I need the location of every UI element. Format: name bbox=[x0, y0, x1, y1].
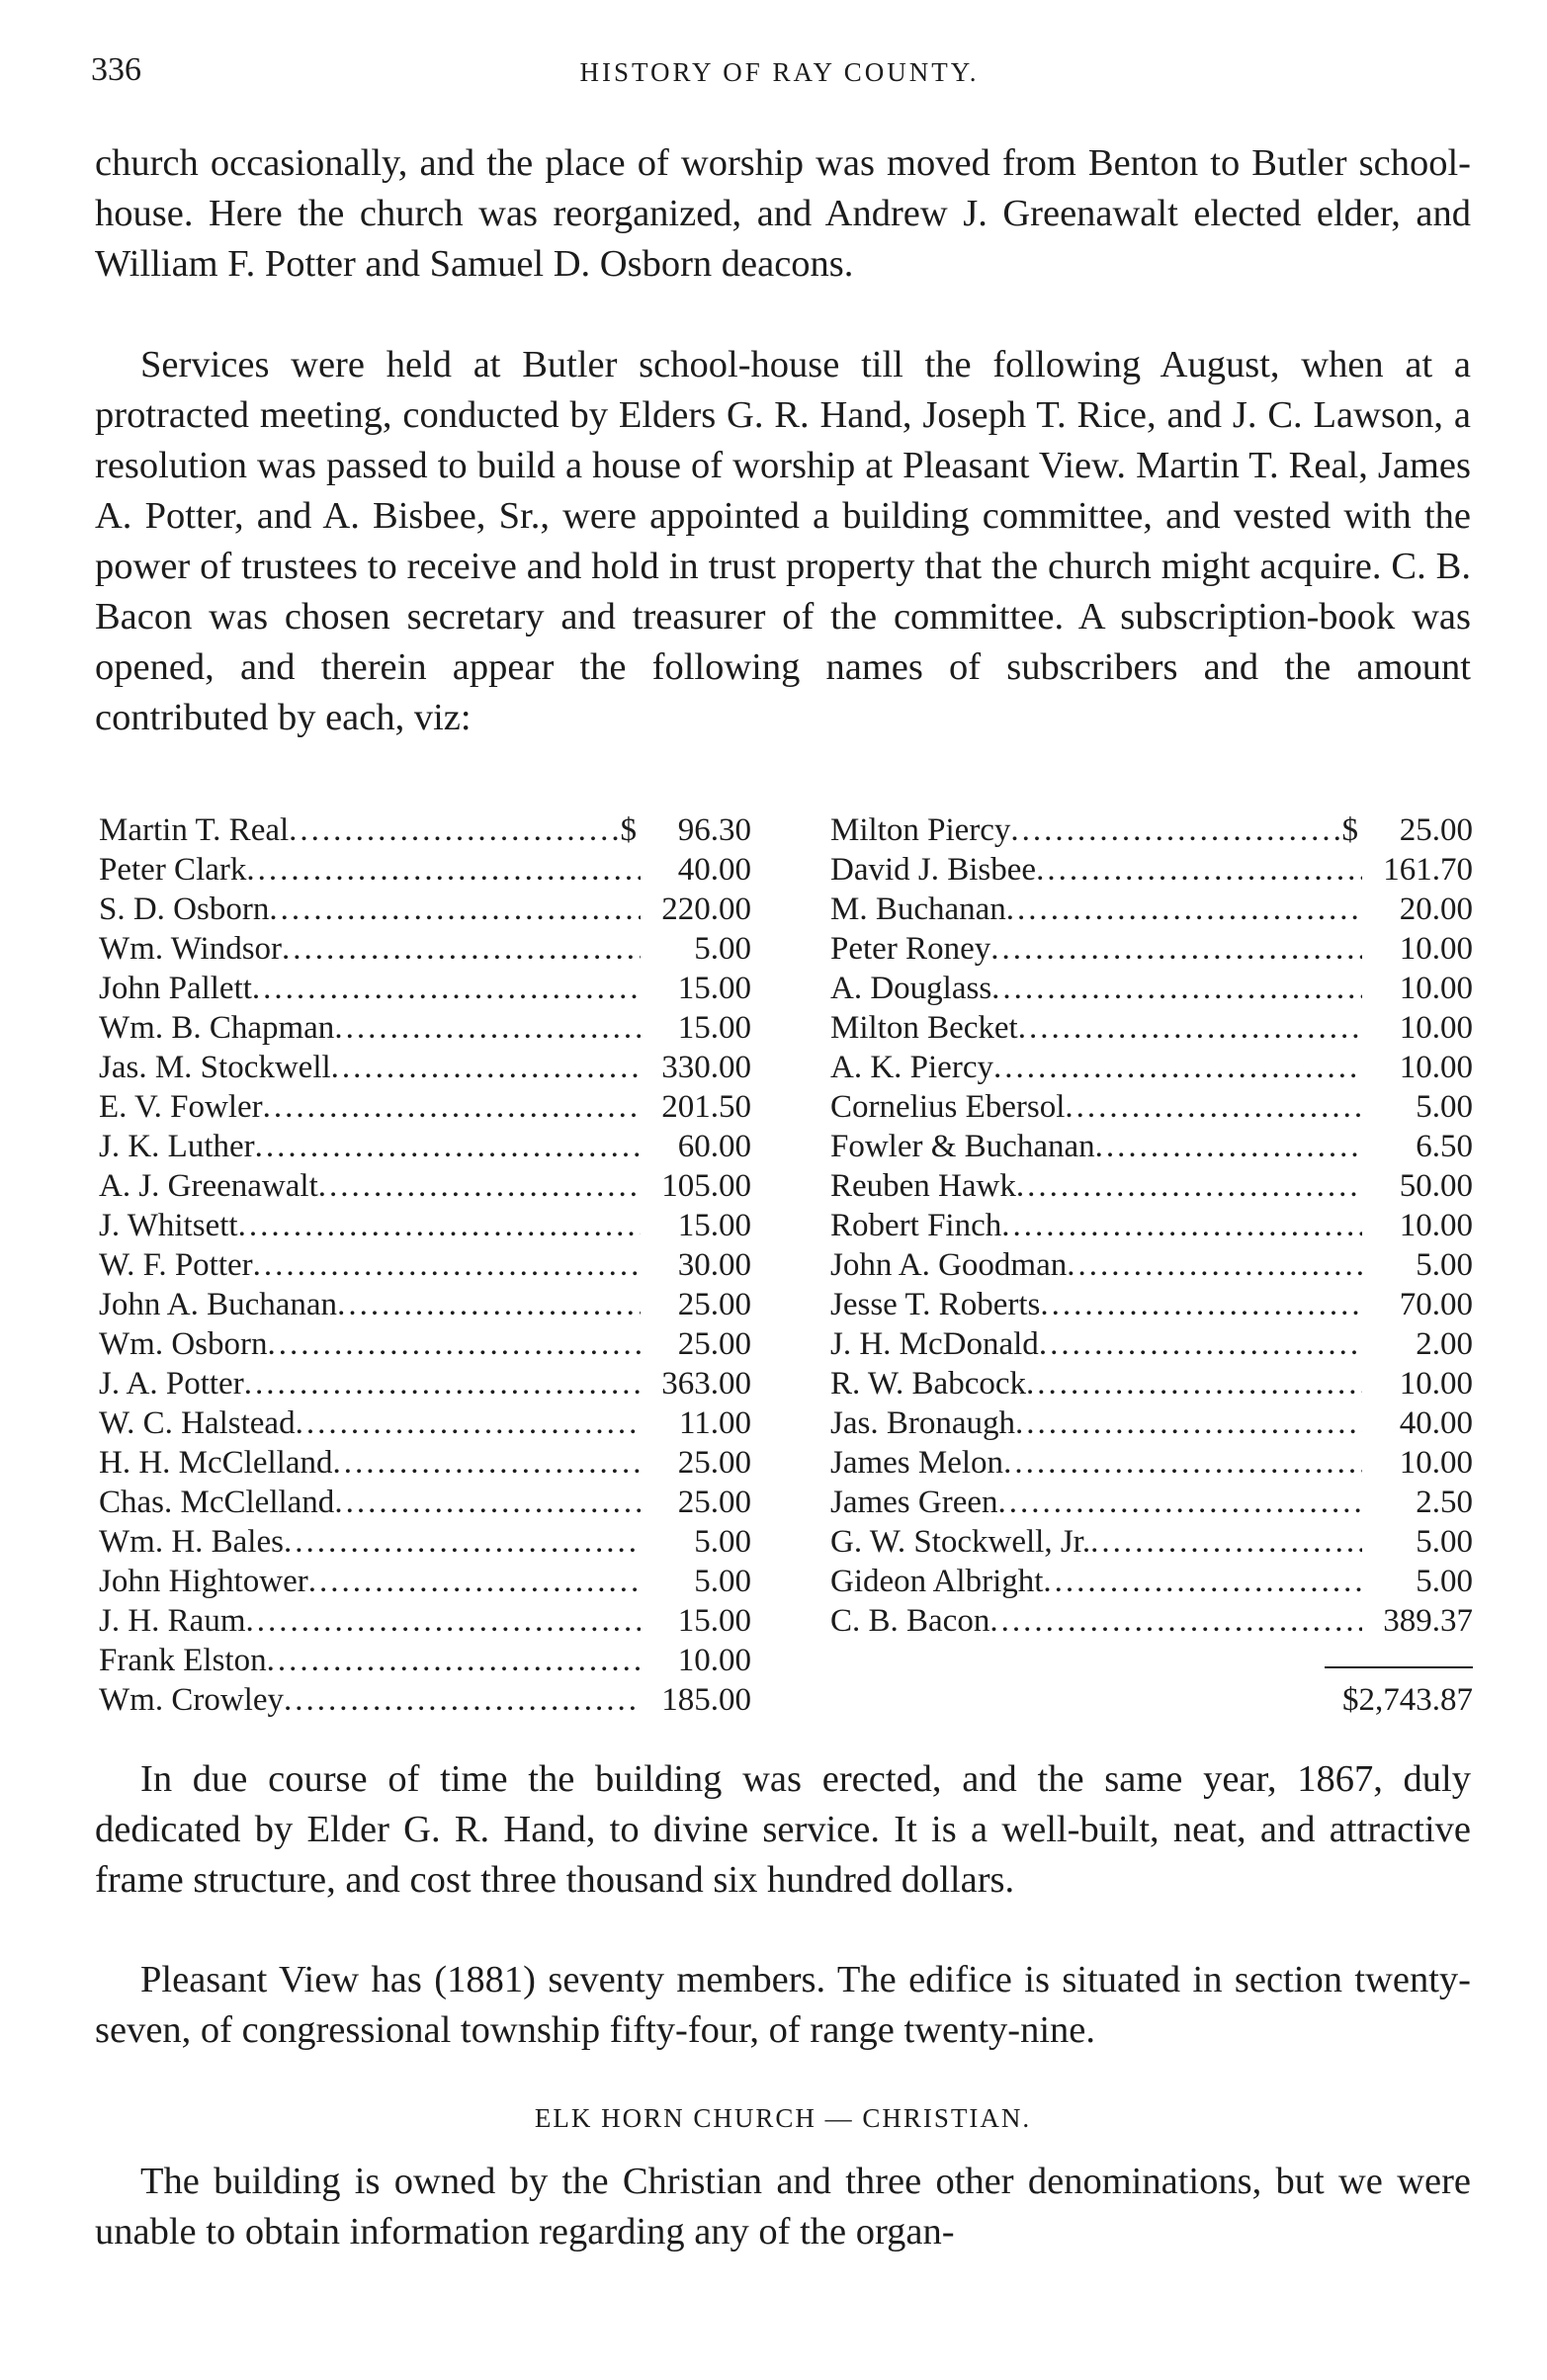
dollar-sign: $ bbox=[620, 812, 637, 848]
subscriber-amount: 96.30 bbox=[677, 812, 751, 848]
paragraph-text: Pleasant View has (1881) seventy members. The edifice is situated in section twenty-seven, of congressional township fifty-four, of range twenty-nine. bbox=[95, 1959, 1471, 2051]
dot-leader bbox=[1010, 810, 1341, 850]
subscriber-amount: 5.00 bbox=[1416, 1247, 1473, 1283]
subscriber-name: J. K. Luther bbox=[99, 1129, 255, 1164]
subscriber-name: S. D. Osborn bbox=[99, 892, 270, 927]
subscriber-name: A. K. Piercy bbox=[830, 1050, 993, 1085]
subscriber-row bbox=[830, 929, 1473, 969]
paragraph-continued bbox=[95, 138, 1471, 290]
subscriber-name: Milton Becket bbox=[830, 1010, 1018, 1046]
subscriber-amount: 161.70 bbox=[1383, 852, 1473, 888]
dot-leader bbox=[1006, 890, 1362, 929]
dot-leader bbox=[1015, 1403, 1362, 1443]
subscriber-row bbox=[99, 890, 751, 929]
subscriber-row bbox=[830, 1166, 1473, 1206]
subscriber-name: W. C. Halstead bbox=[99, 1405, 296, 1441]
subscriber-amount: 10.00 bbox=[1399, 931, 1473, 967]
subscriber-row bbox=[830, 1324, 1473, 1364]
subscriber-amount: 25.00 bbox=[677, 1445, 751, 1481]
subscriber-amount: 363.00 bbox=[661, 1366, 751, 1402]
dot-leader bbox=[991, 969, 1362, 1008]
page-header bbox=[91, 51, 1468, 91]
subscriber-amount: 5.00 bbox=[1416, 1524, 1473, 1560]
subscriber-amount: 10.00 bbox=[1399, 1208, 1473, 1243]
total-rule bbox=[1325, 1666, 1473, 1668]
paragraph-services bbox=[95, 340, 1471, 743]
subscriber-amount: 15.00 bbox=[677, 1208, 751, 1243]
dollar-sign: $ bbox=[1341, 812, 1358, 848]
subscriber-amount: 5.00 bbox=[694, 1564, 751, 1599]
dot-leader bbox=[1001, 1206, 1362, 1245]
subscriber-row bbox=[99, 1087, 751, 1127]
subscriber-name: C. B. Bacon bbox=[830, 1603, 990, 1639]
subscription-column-left bbox=[99, 810, 751, 1720]
subscriber-amount: 185.00 bbox=[661, 1682, 751, 1718]
subscriber-amount: 10.00 bbox=[1399, 1445, 1473, 1481]
paragraph-text: Services were held at Butler school-house till the following August, when at a protracted meeting, conducted by Elders G. R. Hand, Joseph T. Rice, and J. C. Lawson, a resolution was passed to build a house of worship at Pleasant View. Martin T. Real, James A. Potter, and A. Bisbee, Sr., were appointed a building committee, and vested with the power of trustees to receive and hold in trust property that the church might acquire. C. B. Bacon was chosen secretary and treasurer of the committee. A subscription-book was opened, and therein appear the following names of subscribers and the amount contributed by each, viz: bbox=[95, 344, 1471, 738]
subscriber-name: M. Buchanan bbox=[830, 892, 1006, 927]
dot-leader bbox=[267, 1324, 641, 1364]
subscriber-row bbox=[830, 1245, 1473, 1285]
subscriber-row bbox=[830, 850, 1473, 890]
subscriber-name: John A. Buchanan bbox=[99, 1287, 338, 1322]
dot-leader bbox=[289, 810, 620, 850]
subscriber-row bbox=[830, 1522, 1473, 1562]
subscriber-row bbox=[830, 1364, 1473, 1403]
subscriber-name: E. V. Fowler bbox=[99, 1089, 263, 1125]
subscriber-amount: 10.00 bbox=[677, 1643, 751, 1678]
subscriber-amount: 2.50 bbox=[1416, 1485, 1473, 1520]
subscriber-row bbox=[99, 1522, 751, 1562]
dot-leader bbox=[332, 1443, 641, 1483]
section-heading: ELK HORN CHURCH — CHRISTIAN. bbox=[534, 2103, 1032, 2133]
subscriber-name: John A. Goodman bbox=[830, 1247, 1068, 1283]
subscriber-amount: 20.00 bbox=[1399, 892, 1473, 927]
subscriber-row bbox=[830, 1443, 1473, 1483]
subscriber-row bbox=[830, 1483, 1473, 1522]
dot-leader bbox=[244, 1364, 641, 1403]
paragraph-elk-horn bbox=[95, 2157, 1471, 2257]
dot-leader bbox=[1026, 1364, 1362, 1403]
subscriber-amount: 70.00 bbox=[1399, 1287, 1473, 1322]
subscriber-amount: 40.00 bbox=[1399, 1405, 1473, 1441]
subscriber-name: J. H. McDonald bbox=[830, 1326, 1039, 1362]
subscriber-row bbox=[99, 1245, 751, 1285]
subscriber-row bbox=[99, 1403, 751, 1443]
dot-leader bbox=[1067, 1245, 1362, 1285]
subscriber-row bbox=[99, 1008, 751, 1048]
subscriber-amount: 201.50 bbox=[661, 1089, 751, 1125]
subscriber-row bbox=[830, 1285, 1473, 1324]
subscriber-row bbox=[99, 1324, 751, 1364]
dot-leader bbox=[269, 890, 641, 929]
paragraph-building bbox=[95, 1754, 1471, 1906]
subscriber-name: Wm. Crowley bbox=[99, 1682, 284, 1718]
dot-leader bbox=[331, 1048, 641, 1087]
dot-leader bbox=[284, 1522, 641, 1562]
subscriber-row bbox=[99, 1443, 751, 1483]
subscriber-amount: 105.00 bbox=[661, 1168, 751, 1204]
subscriber-name: Peter Roney bbox=[830, 931, 991, 967]
subscriber-amount: 11.00 bbox=[678, 1405, 751, 1441]
subscriber-amount: 25.00 bbox=[677, 1326, 751, 1362]
dot-leader bbox=[1095, 1127, 1362, 1166]
subscriber-row bbox=[99, 929, 751, 969]
subscriber-name: Jesse T. Roberts bbox=[830, 1287, 1041, 1322]
dot-leader bbox=[1036, 850, 1362, 890]
dot-leader bbox=[308, 1562, 641, 1601]
subscriber-amount: 30.00 bbox=[677, 1247, 751, 1283]
subscriber-amount: 10.00 bbox=[1399, 1366, 1473, 1402]
dot-leader bbox=[318, 1166, 641, 1206]
subscriber-row bbox=[830, 810, 1473, 850]
subscriber-amount: 25.00 bbox=[1399, 812, 1473, 848]
dot-leader bbox=[1039, 1324, 1362, 1364]
subscriber-row bbox=[99, 810, 751, 850]
subscriber-name: A. Douglass bbox=[830, 971, 992, 1006]
dot-leader bbox=[267, 1641, 641, 1680]
subscriber-name: Martin T. Real bbox=[99, 812, 290, 848]
subscriber-row bbox=[99, 850, 751, 890]
paragraph-text: The building is owned by the Christian and three other denominations, but we were unable to obtain information regarding any of the organ- bbox=[95, 2161, 1471, 2252]
subscriber-amount: 5.00 bbox=[694, 931, 751, 967]
dot-leader bbox=[263, 1087, 641, 1127]
subscriber-row bbox=[99, 1483, 751, 1522]
subscriber-name: Jas. Bronaugh bbox=[830, 1405, 1015, 1441]
paragraph-members bbox=[95, 1955, 1471, 2056]
subscriber-amount: 330.00 bbox=[661, 1050, 751, 1085]
subscriber-row bbox=[830, 1403, 1473, 1443]
subscriber-name: David J. Bisbee bbox=[830, 852, 1037, 888]
subscriber-row bbox=[830, 1601, 1473, 1641]
subscriber-name: Peter Clark bbox=[99, 852, 247, 888]
subscriber-row bbox=[830, 1048, 1473, 1087]
subscriber-name: John Hightower bbox=[99, 1564, 308, 1599]
dot-leader bbox=[993, 1048, 1362, 1087]
subscriber-row bbox=[99, 969, 751, 1008]
dot-leader bbox=[282, 929, 641, 969]
running-title: HISTORY OF RAY COUNTY. bbox=[579, 57, 980, 87]
dot-leader bbox=[1065, 1087, 1362, 1127]
subscriber-amount: 10.00 bbox=[1399, 1010, 1473, 1046]
subscriber-name: J. Whitsett bbox=[99, 1208, 238, 1243]
dot-leader bbox=[1018, 1008, 1362, 1048]
subscriber-amount: 389.37 bbox=[1383, 1603, 1473, 1639]
subscriber-amount: 10.00 bbox=[1399, 971, 1473, 1006]
subscriber-name: John Pallett bbox=[99, 971, 252, 1006]
subscriber-amount: 60.00 bbox=[677, 1129, 751, 1164]
subscriber-amount: 2.00 bbox=[1416, 1326, 1473, 1362]
subscriber-name: Wm. H. Bales bbox=[99, 1524, 284, 1560]
subscriber-name: James Melon bbox=[830, 1445, 1004, 1481]
subscriber-row bbox=[99, 1680, 751, 1720]
subscriber-name: W. F. Potter bbox=[99, 1247, 253, 1283]
subscriber-amount: 5.00 bbox=[694, 1524, 751, 1560]
subscriber-amount: 5.00 bbox=[1416, 1089, 1473, 1125]
subscriber-name: G. W. Stockwell, Jr. bbox=[830, 1524, 1091, 1560]
dot-leader bbox=[246, 1601, 642, 1641]
dot-leader bbox=[1016, 1166, 1362, 1206]
subscription-total: $2,743.87 bbox=[1342, 1682, 1473, 1718]
subscriber-row bbox=[99, 1285, 751, 1324]
page-number: 336 bbox=[91, 51, 141, 88]
subscriber-amount: 15.00 bbox=[677, 971, 751, 1006]
subscriber-name: Wm. B. Chapman bbox=[99, 1010, 335, 1046]
subscriber-amount: 15.00 bbox=[677, 1603, 751, 1639]
subscriber-name: Chas. McClelland bbox=[99, 1485, 335, 1520]
subscriber-name: Reuben Hawk bbox=[830, 1168, 1016, 1204]
subscriber-row bbox=[99, 1562, 751, 1601]
dot-leader bbox=[238, 1206, 641, 1245]
dot-leader bbox=[1090, 1522, 1362, 1562]
paragraph-text: In due course of time the building was erected, and the same year, 1867, duly dedicated by Elder G. R. Hand, to divine service. It is a well-built, neat, and attractive frame structure, and cost three thousand six hundred dollars. bbox=[95, 1758, 1471, 1901]
subscriber-row bbox=[830, 1562, 1473, 1601]
subscriber-amount: 25.00 bbox=[677, 1485, 751, 1520]
dot-leader bbox=[1003, 1443, 1362, 1483]
subscriber-row bbox=[99, 1048, 751, 1087]
subscriber-amount: 220.00 bbox=[661, 892, 751, 927]
subscriber-name: Jas. M. Stockwell bbox=[99, 1050, 331, 1085]
subscriber-name: Cornelius Ebersol bbox=[830, 1089, 1066, 1125]
dot-leader bbox=[296, 1403, 641, 1443]
subscriber-name: H. H. McClelland bbox=[99, 1445, 333, 1481]
subscriber-row bbox=[99, 1166, 751, 1206]
subscriber-name: R. W. Babcock bbox=[830, 1366, 1026, 1402]
subscriber-row bbox=[830, 1008, 1473, 1048]
subscriber-row bbox=[830, 1087, 1473, 1127]
subscriber-name: Robert Finch bbox=[830, 1208, 1002, 1243]
subscription-column-right bbox=[830, 810, 1473, 1718]
dot-leader bbox=[253, 1245, 641, 1285]
subscriber-name: J. A. Potter bbox=[99, 1366, 244, 1402]
subscriber-row bbox=[830, 1127, 1473, 1166]
subscriber-name: Wm. Windsor bbox=[99, 931, 283, 967]
subscriber-row bbox=[99, 1127, 751, 1166]
subscriber-row bbox=[830, 890, 1473, 929]
subscriber-name: Frank Elston bbox=[99, 1643, 267, 1678]
subscription-list bbox=[99, 810, 1473, 1749]
subscriber-name: Fowler & Buchanan bbox=[830, 1129, 1095, 1164]
subscriber-amount: 6.50 bbox=[1416, 1129, 1473, 1164]
subscriber-row bbox=[99, 1601, 751, 1641]
subscriber-name: Milton Piercy bbox=[830, 812, 1011, 848]
dot-leader bbox=[334, 1483, 641, 1522]
dot-leader bbox=[284, 1680, 641, 1720]
dot-leader bbox=[334, 1008, 641, 1048]
dot-leader bbox=[998, 1483, 1362, 1522]
dot-leader bbox=[1043, 1562, 1362, 1601]
subscriber-amount: 40.00 bbox=[677, 852, 751, 888]
subscriber-amount: 15.00 bbox=[677, 1010, 751, 1046]
dot-leader bbox=[989, 1601, 1362, 1641]
subscriber-row bbox=[830, 1206, 1473, 1245]
dot-leader bbox=[990, 929, 1362, 969]
subscriber-row bbox=[830, 969, 1473, 1008]
subscriber-name: Gideon Albright bbox=[830, 1564, 1044, 1599]
dot-leader bbox=[337, 1285, 641, 1324]
dot-leader bbox=[255, 1127, 641, 1166]
subscriber-amount: 5.00 bbox=[1416, 1564, 1473, 1599]
subscriber-amount: 25.00 bbox=[677, 1287, 751, 1322]
subscriber-amount: 10.00 bbox=[1399, 1050, 1473, 1085]
subscriber-name: J. H. Raum bbox=[99, 1603, 246, 1639]
paragraph-text: church occasionally, and the place of worship was moved from Benton to Butler school-house. Here the church was reorganized, and Andrew J. Greenawalt elected elder, and William F. Potter and Samuel D. Osborn deacons. bbox=[95, 142, 1471, 285]
dot-leader bbox=[246, 850, 641, 890]
subscriber-row bbox=[99, 1364, 751, 1403]
dot-leader bbox=[252, 969, 641, 1008]
subscriber-name: James Green bbox=[830, 1485, 998, 1520]
subscriber-row bbox=[99, 1206, 751, 1245]
subscriber-name: A. J. Greenawalt bbox=[99, 1168, 318, 1204]
subscriber-row bbox=[99, 1641, 751, 1680]
subscriber-name: Wm. Osborn bbox=[99, 1326, 268, 1362]
subscriber-amount: 50.00 bbox=[1399, 1168, 1473, 1204]
dot-leader bbox=[1040, 1285, 1362, 1324]
